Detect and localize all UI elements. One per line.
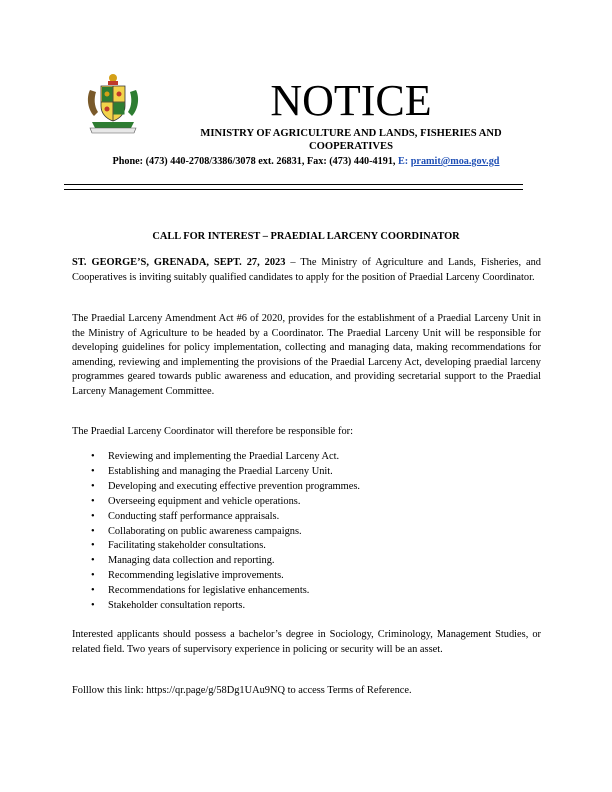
list-item: • Facilitating stakeholder consultations. [72, 539, 541, 554]
list-item: • Developing and executing effective prevention programmes. [72, 480, 541, 495]
list-item: • Establishing and managing the Praedial Larceny Unit. [72, 465, 541, 480]
bullet-icon: • [91, 540, 95, 552]
header-divider-top [64, 184, 523, 185]
bullet-icon: • [91, 570, 95, 582]
list-item: • Overseeing equipment and vehicle operations. [72, 495, 541, 510]
list-item: • Conducting staff performance appraisals. [72, 510, 541, 525]
notice-title: NOTICE [270, 76, 432, 125]
contact-line [60, 155, 552, 168]
list-item: • Managing data collection and reporting. [72, 554, 541, 569]
header-divider-bottom [64, 189, 523, 190]
list-item: • Recommending legislative improvements. [72, 569, 541, 584]
dateline: ST. GEORGE’S, GRENADA, SEPT. 27, 2023 [72, 257, 286, 268]
bullet-icon: • [91, 451, 95, 462]
bullet-icon: • [91, 480, 95, 492]
list-item: • Stakeholder consultation reports. [72, 599, 541, 614]
bullet-icon: • [91, 495, 95, 507]
list-item: • Recommendations for legislative enhancements. [72, 584, 541, 599]
bullet-icon: • [91, 555, 95, 567]
bullet-icon: • [91, 525, 95, 537]
link-paragraph: Folllow this link: https://qr.page/g/58Dg1UAu9NQ to access Terms of Reference. [72, 685, 412, 696]
contact-phone-fax: Phone: (473) 440-2708/3386/3078 ext. 26831, Fax: (473) 440-4191, [112, 156, 396, 167]
ministry-name-line1: MINISTRY OF AGRICULTURE AND LANDS, FISHERIES AND [200, 128, 502, 139]
bullet-icon: • [91, 600, 95, 612]
intro-text: – The Ministry of Agriculture and Lands, Fisheries, and Cooperatives is inviting suitably qualified candidates to apply for the position of Praedial Larceny Coordinator. [72, 257, 541, 283]
responsibilities-list [72, 450, 541, 614]
requirements-paragraph: Interested applicants should possess a bachelor’s degree in Sociology, Criminology, Management Studies, or related field. Two years of supervisory experience in policing or security will be an asset. [72, 629, 541, 655]
bullet-icon: • [91, 465, 95, 477]
notice-heading: CALL FOR INTEREST – PRAEDIAL LARCENY COORDINATOR [152, 231, 460, 242]
responsibilities-intro: The Praedial Larceny Coordinator will therefore be responsible for: [72, 426, 354, 437]
list-item: • Collaborating on public awareness campaigns. [72, 525, 541, 540]
email-link[interactable]: pramit@moa.gov.gd [410, 156, 500, 167]
intro-paragraph [72, 256, 541, 285]
act-paragraph: The Praedial Larceny Amendment Act #6 of 2020, provides for the establishment of a Praedial Larceny Unit in the Ministry of Agriculture to be headed by a Coordinator. The Praedial Larceny Unit will be responsible for developing guidelines for policy implementation, collecting and managing data, making recommendations for amending, reviewing and implementing the provisions of the Praedial Larceny Act, developing praedial larceny programmes geared towards public awareness and education, and providing secretarial support to the Praedial Larceny Management Committee. [72, 313, 541, 397]
bullet-icon: • [91, 585, 95, 597]
coat-of-arms-icon [84, 72, 142, 134]
ministry-name-line2: COOPERATIVES [309, 141, 393, 152]
email-label: E: [398, 156, 409, 167]
list-item: • Reviewing and implementing the Praedial Larceny Act. [72, 450, 541, 465]
ministry-name [150, 127, 552, 153]
bullet-icon: • [91, 510, 95, 522]
